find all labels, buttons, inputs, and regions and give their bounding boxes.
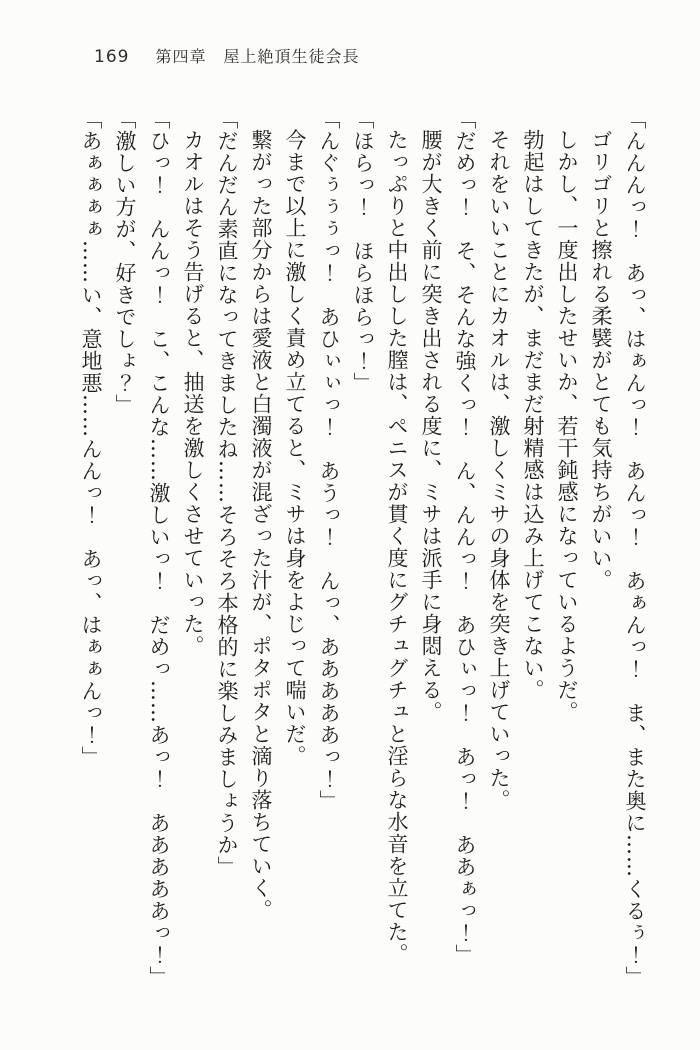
paragraph: たっぷりと中出しした膣は、ペニスが貫く度にグチュグチュと淫らな水音を立てた。 [385,129,409,965]
paragraph: ゴリゴリと擦れる柔襞がとても気持ちがいい。 [589,129,613,591]
paragraph: 繋がった部分からは愛液と白濁液が混ざった汁が、ポタポタと滴り落ちていく。 [249,129,273,921]
chapter-title: 第四章 屋上絶頂生徒会長 [155,47,360,66]
paragraph: しかし、一度出したせいか、若干鈍感になっているようだ。 [555,129,579,723]
paragraph: 「ほらっ！ ほらほらっ！」 [351,108,375,394]
paragraph: 「んぐぅぅぅっ！ あひぃぃっ！ あうっ！ んっ、あああああっ！」 [317,108,341,812]
text-block [74,108,652,1000]
paragraph: 「だめっ！ そ、そんな強くっ！ ん、んんっ！ あひぃっ！ あっ！ ああぁっ！」 [453,108,477,966]
paragraph: 「あぁぁぁぁ……い、意地悪……んんっ！ あっ、はぁぁんっ！」 [79,108,103,768]
paragraph: 「激しい方が、好きでしょ？」 [113,108,137,416]
paragraph: 勃起はしてきたが、まだまだ射精感は込み上げてこない。 [521,129,545,701]
paragraph: 腰が大きく前に突き出される度に、ミサは派手に身悶える。 [419,129,443,723]
paragraph: 「ひっ！ んんっ！ こ、こんな……激しいっ！ だめっ……あっ！ あああああっ！」 [147,108,171,988]
paragraph: カオルはそう告げると、抽送を激しくさせていった。 [181,129,205,657]
paragraph: 「んんんっ！ あっ、はぁんっ！ あんっ！ あぁんっ！ ま、また奥に……くるぅ！」 [623,108,647,988]
running-head [94,44,359,67]
paragraph: 「だんだん素直になってきましたね……そろそろ本格的に楽しみましょうか」 [215,108,239,878]
paragraph: それをいいことにカオルは、激しくミサの身体を突き上げていった。 [487,129,511,811]
paragraph: 今まで以上に激しく責め立てると、ミサは身をよじって喘いだ。 [283,129,307,767]
page-number: 169 [94,47,130,67]
